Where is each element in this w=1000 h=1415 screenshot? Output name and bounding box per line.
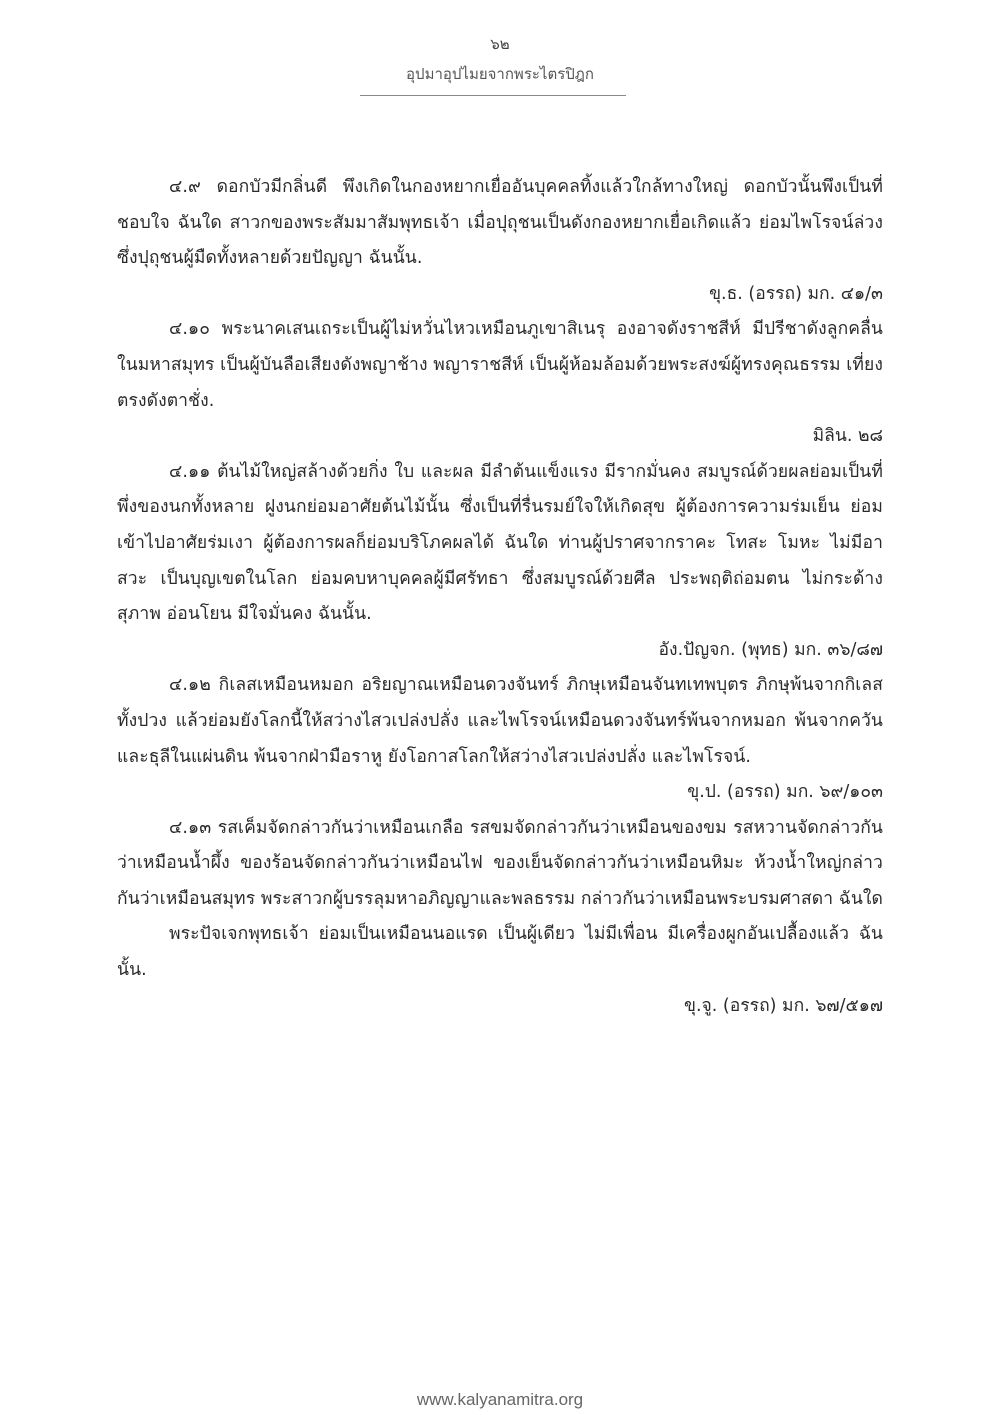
reference-4-13: ขุ.จู. (อรรถ) มก. ๖๗/๕๑๗ [684,995,883,1016]
reference-4-11: อัง.ปัญจก. (พุทธ) มก. ๓๖/๘๗ [658,639,883,660]
reference-4-9: ขุ.ธ. (อรรถ) มก. ๔๑/๓ [709,283,883,304]
paragraph-4-9: ๔.๙ ดอกบัวมีกลิ่นดี พึงเกิดในกองหยากเยื่ออันบุคคลทิ้งแล้วใกล้ทางใหญ่ ดอกบัวนั้นพึงเป็นที่ชอบใจ ฉันใด สาวกของพระสัมมาสัมพุทธเจ้า เมื่อปุถุชนเป็นดังกองหยากเยื่อเกิดแล้ว ย่อมไพโรจน์ล่วงซึ่งปุถุชนผู้มืดทั้งหลายด้วยปัญญา ฉันนั้น. [117,177,883,269]
paragraph-4-11: ๔.๑๑ ต้นไม้ใหญ่สล้างด้วยกิ่ง ใบ และผล มีลำต้นแข็งแรง มีรากมั่นคง สมบูรณ์ด้วยผลย่อมเป็นที่พึ่งของนกทั้งหลาย ฝูงนกย่อมอาศัยต้นไม้นั้น ซึ่งเป็นที่รื่นรมย์ใจให้เกิดสุข ผู้ต้องการความร่มเย็น ย่อมเข้าไปอาศัยร่มเงา ผู้ต้องการผลก็ย่อมบริโภคผลได้ ฉันใด ท่านผู้ปราศจากราคะ โทสะ โมหะ ไม่มีอาสวะ เป็นบุญเขตในโลก ย่อมคบหาบุคคลผู้มีศรัทธา ซึ่งสมบูรณ์ด้วยศีล ประพฤติถ่อมตน ไม่กระด้าง สุภาพ อ่อนโยน มีใจมั่นคง ฉันนั้น. [117,461,883,625]
running-title: อุปมาอุปไมยจากพระไตรปิฎก [406,65,594,83]
reference-4-12: ขุ.ป. (อรรถ) มก. ๖๙/๑๐๓ [687,782,883,803]
paragraph-4-13: ๔.๑๓ รสเค็มจัดกล่าวกันว่าเหมือนเกลือ รสขมจัดกล่าวกันว่าเหมือนของขม รสหวานจัดกล่าวกันว่าเหมือนน้ำผึ้ง ของร้อนจัดกล่าวกันว่าเหมือนไฟ ของเย็นจัดกล่าวกันว่าเหมือนหิมะ ห้วงน้ำใหญ่กล่าวกันว่าเหมือนสมุทร พระสาวกผู้บรรลุมหาอภิญญาและพลธรรม กล่าวกันว่าเหมือนพระบรมศาสดา ฉันใด [117,817,883,909]
page-number: ๖๒ [490,35,510,53]
section-4-12 [117,668,883,810]
section-4-9 [117,170,883,312]
paragraph-4-12: ๔.๑๒ กิเลสเหมือนหมอก อริยญาณเหมือนดวงจันทร์ ภิกษุเหมือนจันทเทพบุตร ภิกษุพ้นจากกิเลสทั้งปวง แล้วย่อมยังโลกนี้ให้สว่างไสวเปล่งปลั่ง และไพโรจน์เหมือนดวงจันทร์พ้นจากหมอก พ้นจากควัน และธุลีในแผ่นดิน พ้นจากฝ่ามือราหู ยังโอกาสโลกให้สว่างไสวเปล่งปลั่ง และไพโรจน์. [117,675,883,767]
section-4-10 [117,312,883,454]
header-divider [360,95,626,96]
document-body [117,170,883,1024]
paragraph-4-10: ๔.๑๐ พระนาคเสนเถระเป็นผู้ไม่หวั่นไหวเหมือนภูเขาสิเนรุ องอาจดังราชสีห์ มีปรีชาดังลูกคลื่นในมหาสมุทร เป็นผู้บันลือเสียงดังพญาช้าง พญาราชสีห์ เป็นผู้ห้อมล้อมด้วยพระสงฆ์ผู้ทรงคุณธรรม เที่ยงตรงดังตาชั่ง. [117,319,883,411]
section-4-11 [117,455,883,669]
footer-url: www.kalyanamitra.org [416,1390,584,1409]
paragraph-4-13-continued: พระปัจเจกพุทธเจ้า ย่อมเป็นเหมือนนอแรด เป็นผู้เดียว ไม่มีเพื่อน มีเครื่องผูกอันเปลื้องแล้ว ฉันนั้น. [117,924,883,981]
section-4-13 [117,811,883,1025]
reference-4-10: มิลิน. ๒๘ [812,426,883,447]
